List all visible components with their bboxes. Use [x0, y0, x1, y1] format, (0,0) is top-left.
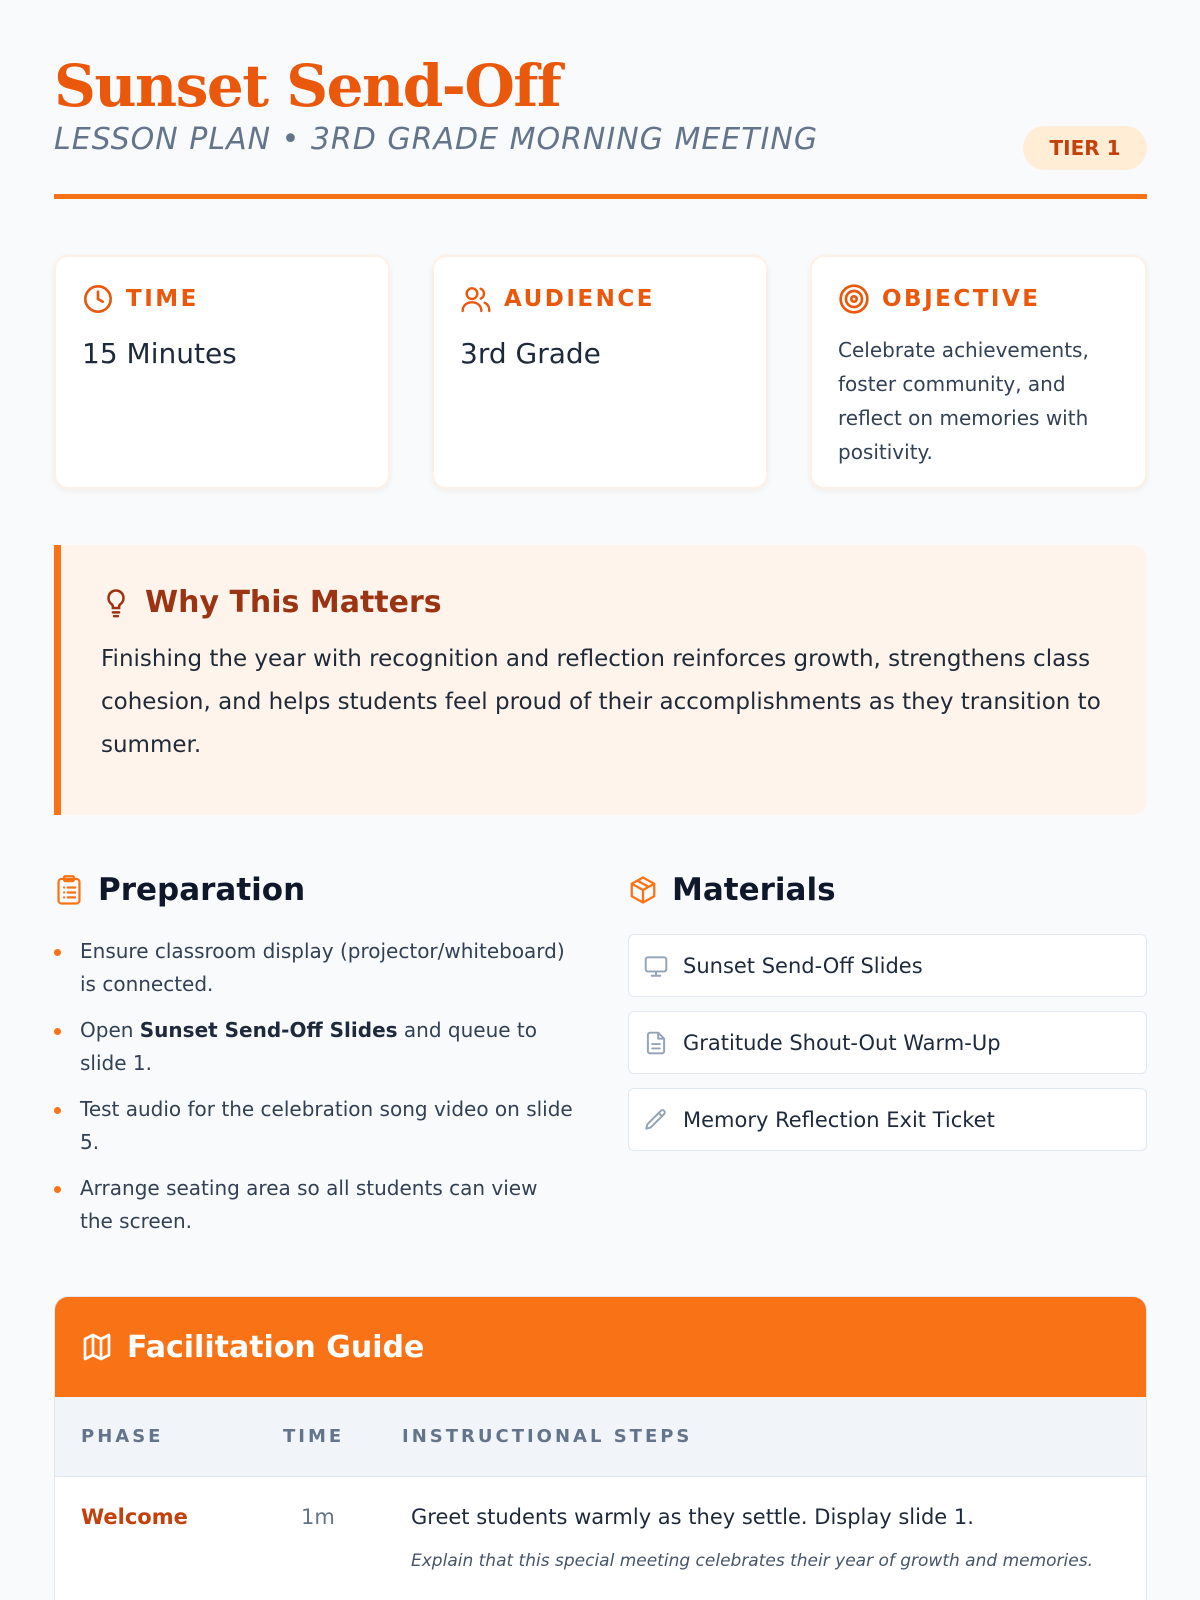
material-exit-ticket[interactable] [628, 1088, 1147, 1151]
column-header-steps: INSTRUCTIONAL STEPS [402, 1426, 693, 1447]
audience-value: 3rd Grade [460, 337, 601, 370]
list-item: Test audio for the celebration song video on slide 5. [54, 1093, 574, 1159]
tier-badge: TIER 1 [1023, 126, 1147, 170]
clock-icon [82, 283, 114, 315]
list-item: Ensure classroom display (projector/whiteboard) is connected. [54, 935, 574, 1001]
target-icon [838, 283, 870, 315]
users-icon [460, 283, 492, 315]
column-header-time: TIME [283, 1426, 345, 1447]
map-icon [81, 1331, 113, 1363]
list-item: Arrange seating area so all students can view the screen. [54, 1172, 574, 1238]
materials-heading [628, 872, 836, 908]
column-header-phase: PHASE [81, 1426, 164, 1447]
materials-title: Materials [672, 872, 836, 908]
emphasis: Sunset Send-Off Slides [139, 1018, 398, 1042]
preparation-title: Preparation [98, 872, 306, 908]
table-row [55, 1477, 1146, 1600]
page-title: Sunset Send-Off [54, 52, 561, 120]
why-this-matters-callout [54, 545, 1147, 815]
material-warm-up[interactable] [628, 1011, 1147, 1074]
row-phase: Welcome [81, 1505, 188, 1529]
objective-label: OBJECTIVE [882, 286, 1041, 312]
objective-card [810, 255, 1147, 489]
row-time: 1m [301, 1505, 335, 1529]
time-card [54, 255, 390, 489]
document-icon [643, 1030, 669, 1056]
guide-header [55, 1297, 1146, 1397]
page-subtitle: LESSON PLAN • 3RD GRADE MORNING MEETING [54, 122, 819, 157]
why-text: Finishing the year with recognition and reflection reinforces growth, strengthens class cohesion, and helps students feel proud of their accomplishments as they transition to summer. [101, 646, 1101, 758]
material-label: Sunset Send-Off Slides [683, 953, 923, 978]
pencil-icon [643, 1107, 669, 1133]
material-label: Gratitude Shout-Out Warm-Up [683, 1030, 1001, 1055]
preparation-heading [54, 872, 305, 908]
time-value: 15 Minutes [82, 337, 237, 370]
header-divider [54, 194, 1147, 199]
monitor-icon [643, 953, 669, 979]
preparation-list [54, 935, 574, 1251]
list-item: Open Sunset Send-Off Slides and queue to slide 1. [54, 1014, 574, 1080]
audience-card [432, 255, 768, 489]
material-slides[interactable] [628, 934, 1147, 997]
materials-list [628, 934, 1147, 1165]
audience-label: AUDIENCE [504, 286, 655, 312]
row-step: Greet students warmly as they settle. Display slide 1. [411, 1505, 974, 1529]
material-label: Memory Reflection Exit Ticket [683, 1107, 995, 1132]
objective-value: Celebrate achievements, foster community, and reflect on memories with positivity. [838, 338, 1089, 464]
facilitation-guide [54, 1296, 1147, 1600]
why-title: Why This Matters [145, 585, 442, 620]
table-header [55, 1397, 1146, 1477]
clipboard-icon [54, 874, 84, 906]
package-icon [628, 874, 658, 906]
guide-title: Facilitation Guide [127, 1329, 425, 1365]
time-label: TIME [126, 286, 199, 312]
row-note: Explain that this special meeting celebrates their year of growth and memories. [411, 1551, 1093, 1571]
lightbulb-icon [101, 586, 131, 620]
